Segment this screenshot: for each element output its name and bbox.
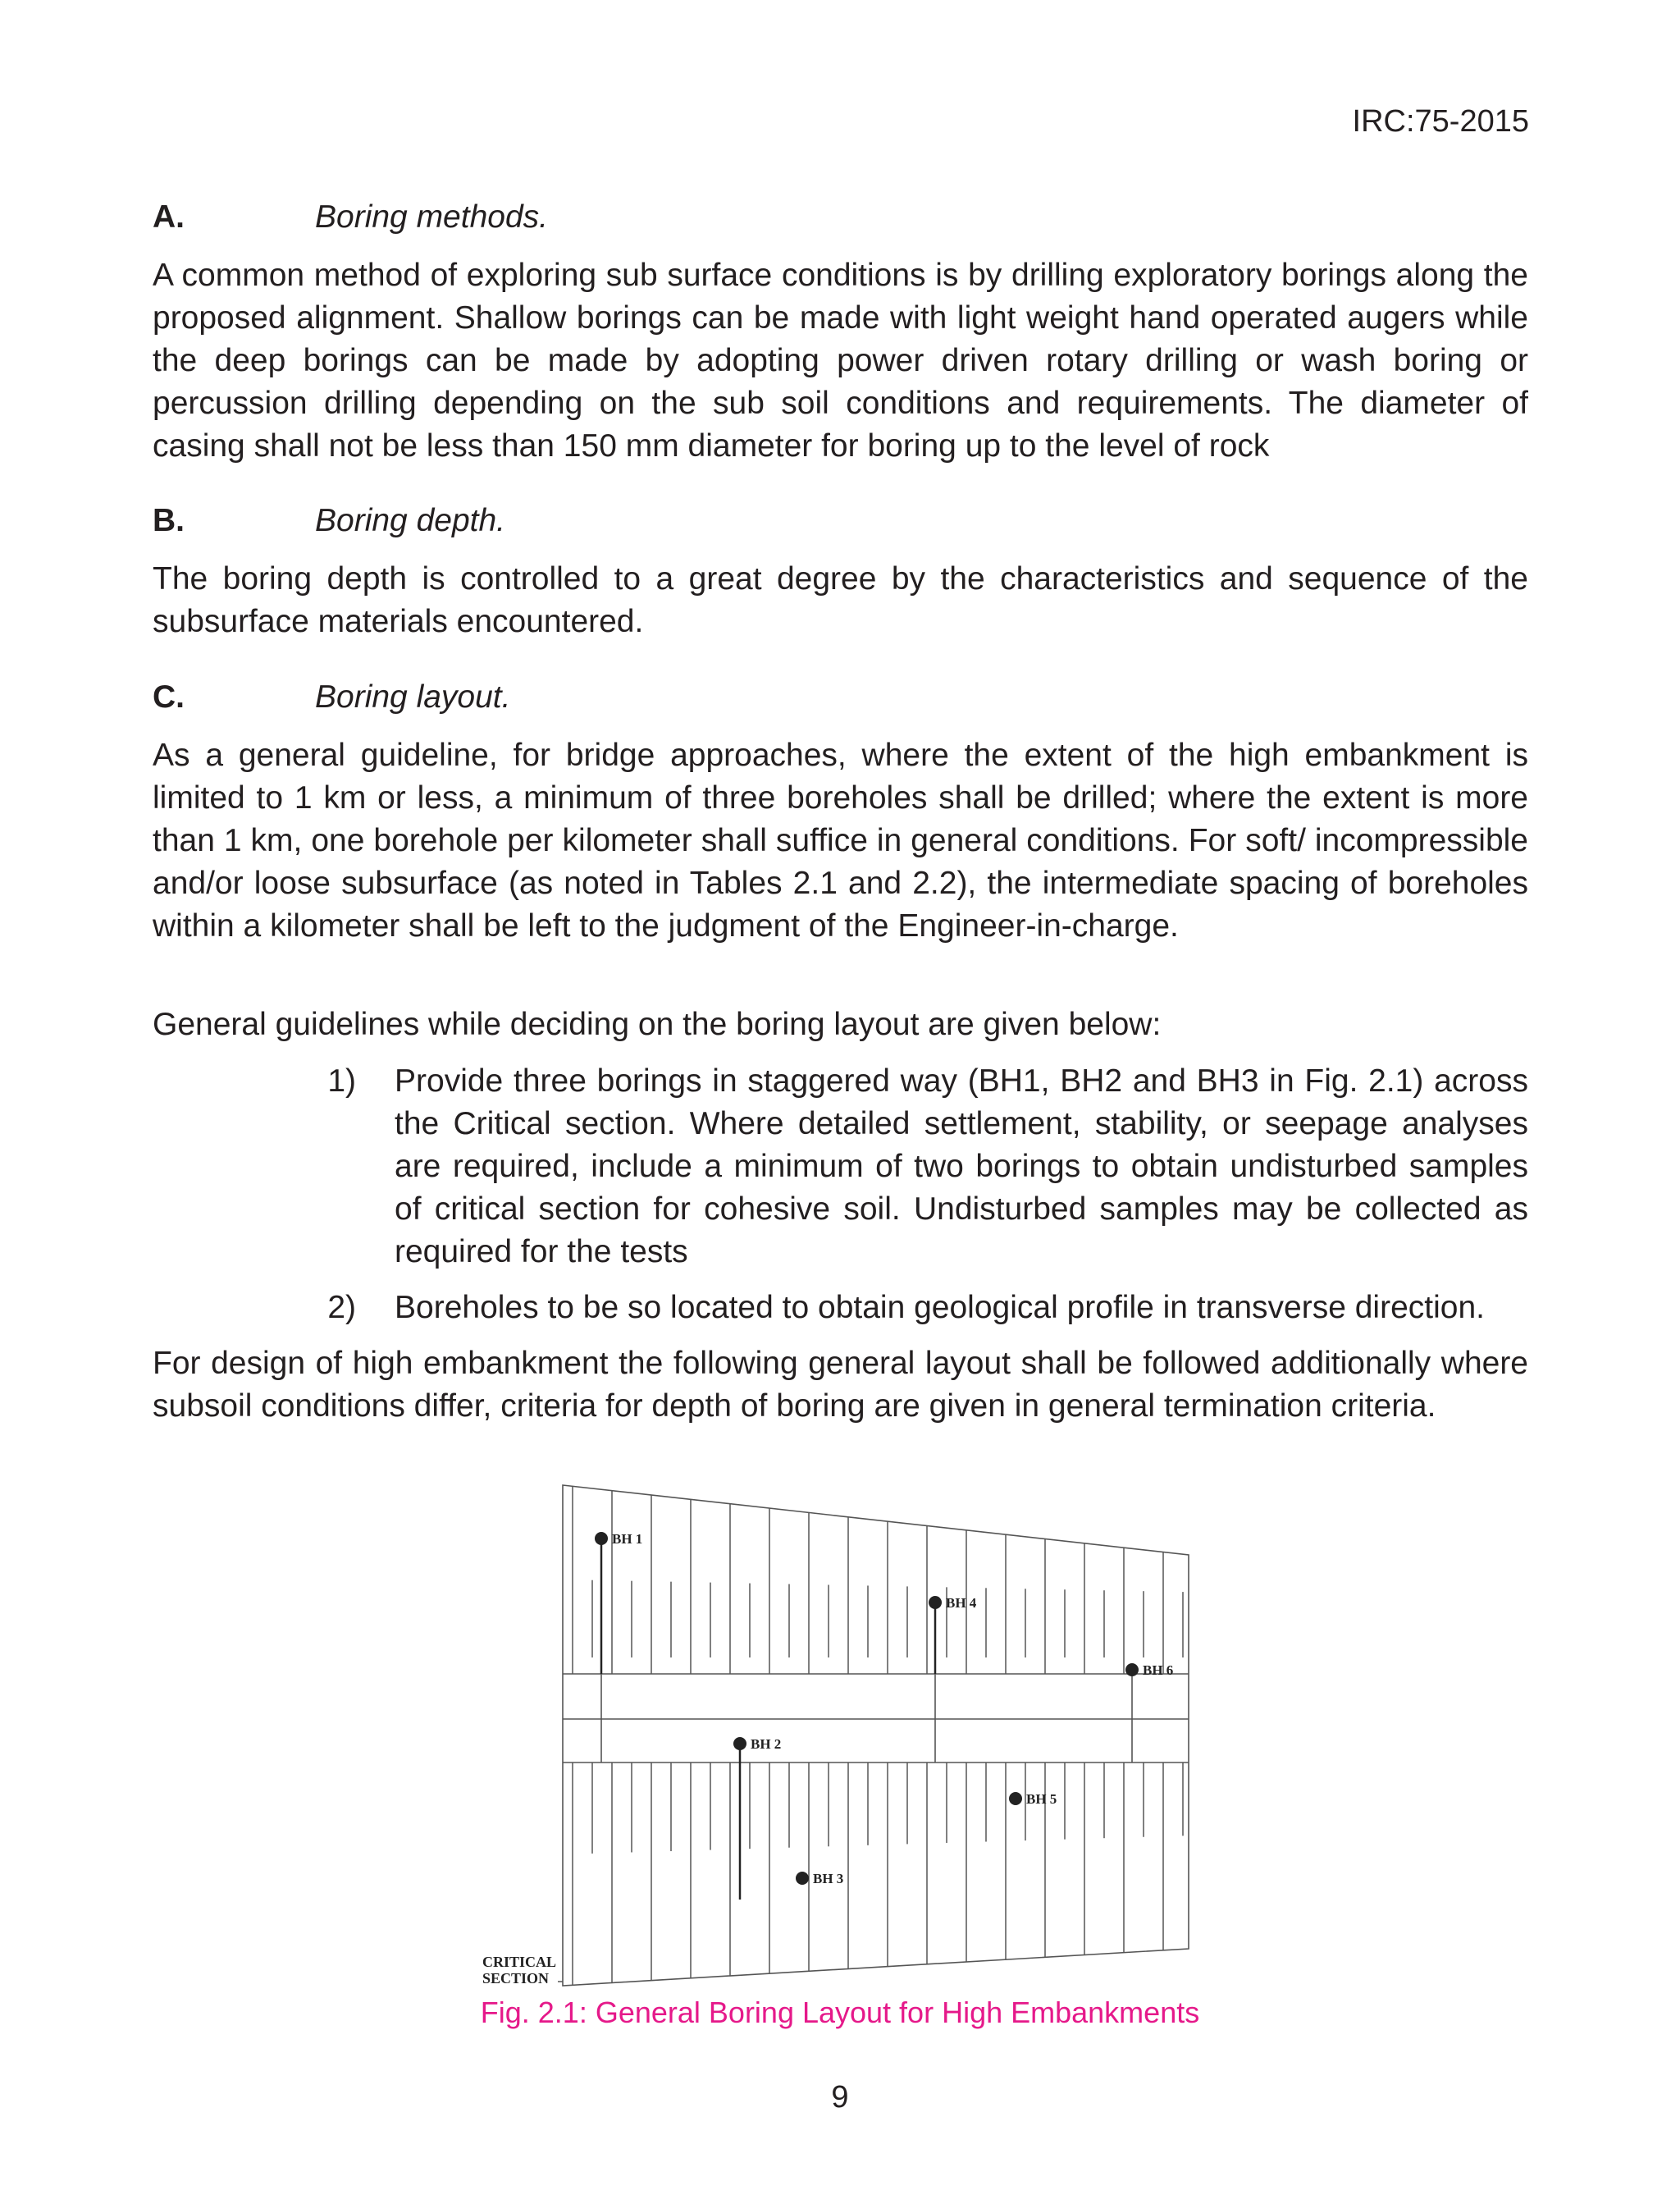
list-item-text: Provide three borings in staggered way (BH1, BH2 and BH3 in Fig. 2.1) across the Critical section. Where detailed settlement, stability, or seepage analyses are required, include a minimum of two borings to obtain undisturbed samples of critical section for cohesive soil. Undisturbed samples may be collected as required for the tests: [395, 1063, 1528, 1269]
section-b-title: Boring depth.: [315, 503, 506, 538]
bh2-marker: [733, 1737, 746, 1750]
document-code: IRC:75-2015: [1352, 104, 1529, 139]
bh3-marker: [796, 1872, 809, 1885]
section-c-title: Boring layout.: [315, 679, 511, 715]
critical-section-label: SECTION: [482, 1970, 550, 1987]
list-item: [307, 1060, 1528, 1273]
top-hatching: [573, 1486, 1183, 1674]
critical-section-label: CRITICAL: [482, 1954, 557, 1970]
section-b-letter: B.: [153, 503, 185, 538]
bh1-marker: [595, 1532, 608, 1545]
guidelines-intro: General guidelines while deciding on the boring layout are given below:: [153, 1007, 1162, 1042]
section-b-heading: [153, 503, 505, 539]
bh6-marker: [1125, 1663, 1139, 1676]
bh6-label: BH 6: [1143, 1662, 1174, 1678]
list-item-text: Boreholes to be so located to obtain geological profile in transverse direction.: [395, 1290, 1485, 1325]
embankment-outline: [563, 1485, 1189, 1986]
section-c-heading: [153, 679, 510, 716]
page-number: 9: [831, 2080, 849, 2115]
bottom-hatching: [573, 1763, 1183, 1985]
list-item-number: 2): [327, 1290, 356, 1325]
list-item-number: 1): [327, 1063, 356, 1099]
boring-layout-figure: [476, 1481, 1214, 1990]
bh2-label: BH 2: [751, 1736, 782, 1752]
bh3-label: BH 3: [813, 1871, 844, 1886]
bh4-label: BH 4: [946, 1595, 977, 1611]
bh5-label: BH 5: [1026, 1791, 1057, 1807]
section-a-title: Boring methods.: [315, 199, 548, 235]
section-a-heading: [153, 199, 548, 235]
figure-caption: Fig. 2.1: General Boring Layout for High Embankments: [480, 1996, 1200, 2029]
bh5-marker: [1009, 1792, 1022, 1805]
section-b-paragraph: The boring depth is controlled to a great degree by the characteristics and sequence of the subsurface materials encountered.: [153, 561, 1528, 639]
section-c-paragraph: As a general guideline, for bridge approaches, where the extent of the high embankment is limited to 1 km or less, a minimum of three boreholes shall be drilled; where the extent is more than 1 km, one borehole per kilometer shall suffice in general conditions. For soft/ incompressible and/or loose subsurface (as noted in Tables 2.1 and 2.2), the intermediate spacing of boreholes within a kilometer shall be left to the judgment of the Engineer-in-charge.: [153, 738, 1528, 944]
section-a-paragraph: A common method of exploring sub surface conditions is by drilling exploratory borings along the proposed alignment. Shallow borings can be made with light weight hand operated augers while the deep borings can be made by adopting power driven rotary drilling or wash boring or percussion drilling depending on the sub soil conditions and requirements. The diameter of casing shall not be less than 150 mm diameter for boring up to the level of rock: [153, 258, 1528, 464]
section-a-letter: A.: [153, 199, 185, 235]
bh4-marker: [929, 1596, 942, 1609]
bh1-label: BH 1: [612, 1531, 643, 1547]
section-c-letter: C.: [153, 679, 185, 715]
closing-paragraph: For design of high embankment the following general layout shall be followed additionally where subsoil conditions differ, criteria for depth of boring are given in general termination criteria.: [153, 1346, 1528, 1424]
list-item: [307, 1287, 1528, 1329]
